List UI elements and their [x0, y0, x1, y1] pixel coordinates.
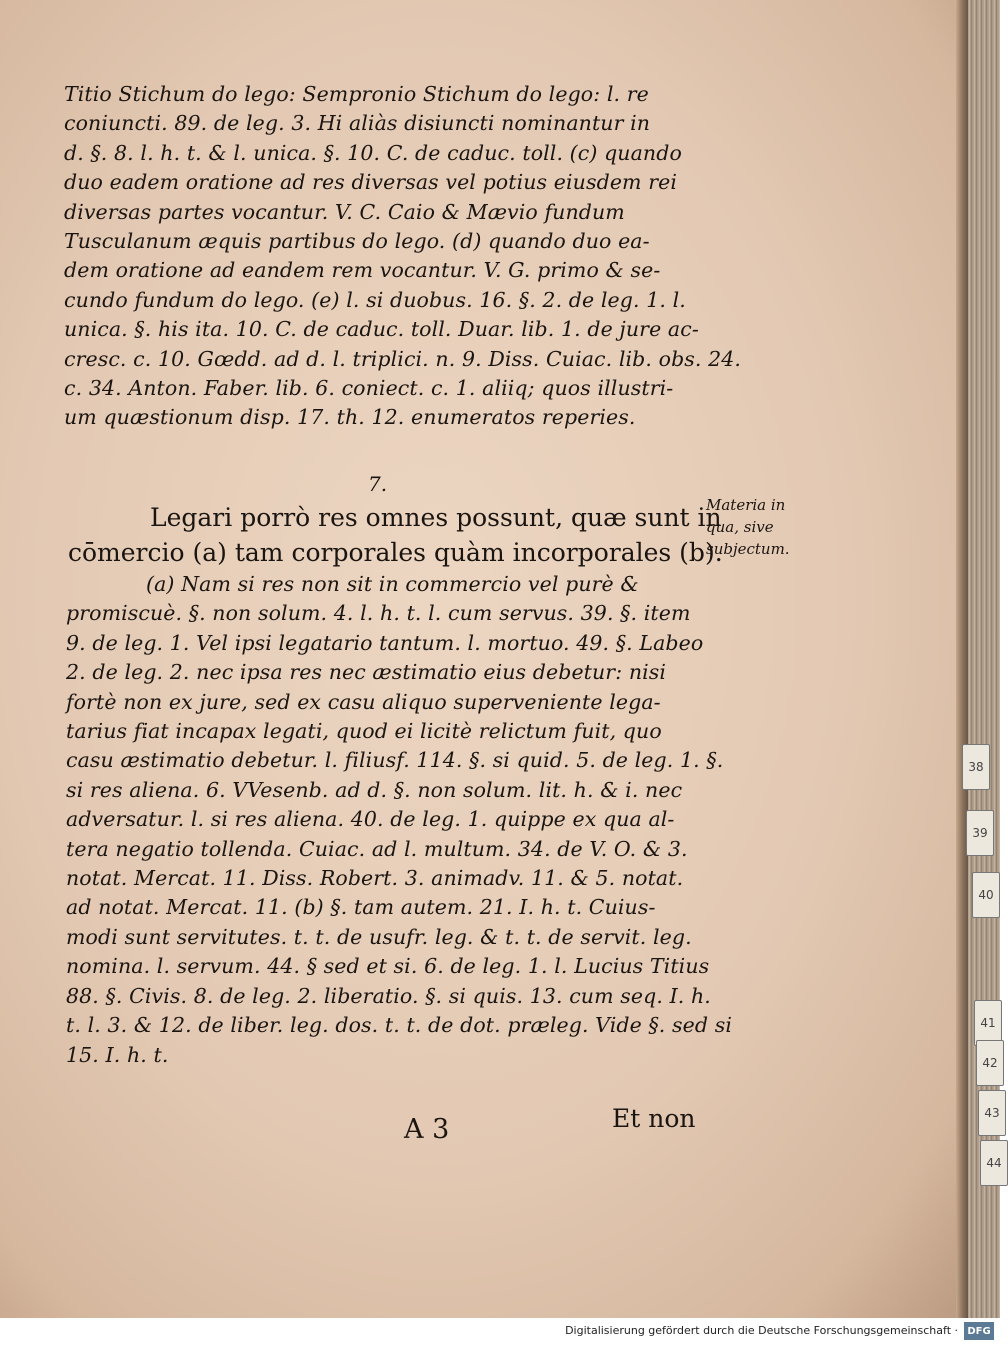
margin-note-line: subjectum. — [706, 540, 790, 558]
footnote-line: 9. de leg. 1. Vel ipsi legatario tantum. l. mortuo. 49. §. Labeo — [66, 630, 704, 655]
margin-note — [706, 494, 798, 560]
index-tab: 42 — [976, 1040, 1004, 1086]
main-text-line: Legari porrò res omnes possunt, quæ sunt in — [150, 503, 722, 532]
index-tab: 41 — [974, 1000, 1002, 1046]
funding-credit: Digitalisierung gefördert durch die Deutsche Forschungsgemeinschaft · — [565, 1324, 958, 1337]
margin-note-line: qua, sive — [706, 518, 774, 536]
index-tab: 43 — [978, 1090, 1006, 1136]
footnote-line: nomina. l. servum. 44. § sed et si. 6. de leg. 1. l. Lucius Titius — [66, 954, 710, 979]
footnote-a — [66, 570, 733, 1070]
footnote-line: um quæstionum disp. 17. th. 12. enumeratos reperies. — [64, 405, 636, 430]
footnote-line: fortè non ex jure, sed ex casu aliquo superveniente lega- — [66, 689, 661, 714]
footnote-line: notat. Mercat. 11. Diss. Robert. 3. animadv. 11. & 5. notat. — [66, 866, 684, 891]
index-tab: 44 — [980, 1140, 1008, 1186]
index-tab: 39 — [966, 810, 994, 856]
footnote-line: coniuncti. 89. de leg. 3. Hi aliàs disiuncti nominantur in — [64, 111, 651, 136]
footnote-line: casu æstimatio debetur. l. filiusf. 114. §. si quid. 5. de leg. 1. §. — [66, 748, 724, 773]
section-number: 7. — [368, 472, 388, 496]
main-text-line: cōmercio (a) tam corporales quàm incorporales (b). — [68, 538, 723, 567]
catchword: Et non — [612, 1104, 696, 1133]
footnote-line: ad notat. Mercat. 11. (b) §. tam autem. 21. I. h. t. Cuius- — [66, 895, 656, 920]
footnote-line: unica. §. his ita. 10. C. de caduc. toll. Duar. lib. 1. de jure ac- — [64, 317, 699, 342]
footnote-line: d. §. 8. l. h. t. & l. unica. §. 10. C. de caduc. toll. (c) quando — [64, 140, 682, 165]
dfg-logo: DFG — [964, 1322, 994, 1340]
footnote-line: (a) Nam si res non sit in commercio vel purè & — [146, 572, 639, 596]
footnote-line: Tusculanum æquis partibus do lego. (d) quando duo ea- — [64, 229, 650, 254]
index-tab: 40 — [972, 872, 1000, 918]
footnote-line: 15. I. h. t. — [66, 1042, 169, 1067]
footnote-line: diversas partes vocantur. V. C. Caio & Mævio fundum — [64, 199, 625, 224]
margin-note-line: Materia in — [706, 496, 786, 514]
footnote-line: tarius fiat incapax legati, quod ei licitè relictum fuit, quo — [66, 719, 662, 744]
footnote-line: promiscuè. §. non solum. 4. l. h. t. l. cum servus. 39. §. item — [66, 601, 691, 626]
footer-bar — [0, 1318, 1000, 1346]
footnote-line: c. 34. Anton. Faber. lib. 6. coniect. c. 1. aliiq; quos illustri- — [64, 376, 674, 401]
footnote-line: tera negatio tollenda. Cuiac. ad l. multum. 34. de V. O. & 3. — [66, 836, 688, 861]
footnote-line: 2. de leg. 2. nec ipsa res nec æstimatio eius debetur: nisi — [66, 660, 667, 685]
footnote-line: adversatur. l. si res aliena. 40. de leg. 1. quippe ex qua al- — [66, 807, 675, 832]
footnotes-top — [64, 80, 742, 433]
footnote-line: duo eadem oratione ad res diversas vel potius eiusdem rei — [64, 170, 677, 195]
footnote-line: si res aliena. 6. VVesenb. ad d. §. non solum. lit. h. & i. nec — [66, 777, 683, 802]
main-paragraph — [68, 500, 723, 570]
index-tab: 38 — [962, 744, 990, 790]
footnote-line: cundo fundum do lego. (e) l. si duobus. 16. §. 2. de leg. 1. l. — [64, 287, 686, 312]
footnote-line: 88. §. Civis. 8. de leg. 2. liberatio. §. si quis. 13. cum seq. I. h. — [66, 983, 711, 1008]
footnote-line: dem oratione ad eandem rem vocantur. V. G. primo & se- — [64, 258, 661, 283]
footnote-line: t. l. 3. & 12. de liber. leg. dos. t. t. de dot. præleg. Vide §. sed si — [66, 1013, 733, 1038]
footnote-line: cresc. c. 10. Gœdd. ad d. l. triplici. n. 9. Diss. Cuiac. lib. obs. 24. — [64, 346, 742, 371]
signature-mark: A 3 — [404, 1114, 450, 1145]
footnote-line: Titio Stichum do lego: Sempronio Stichum do lego: l. re — [64, 82, 649, 106]
footnote-line: modi sunt servitutes. t. t. de usufr. leg. & t. t. de servit. leg. — [66, 924, 692, 949]
